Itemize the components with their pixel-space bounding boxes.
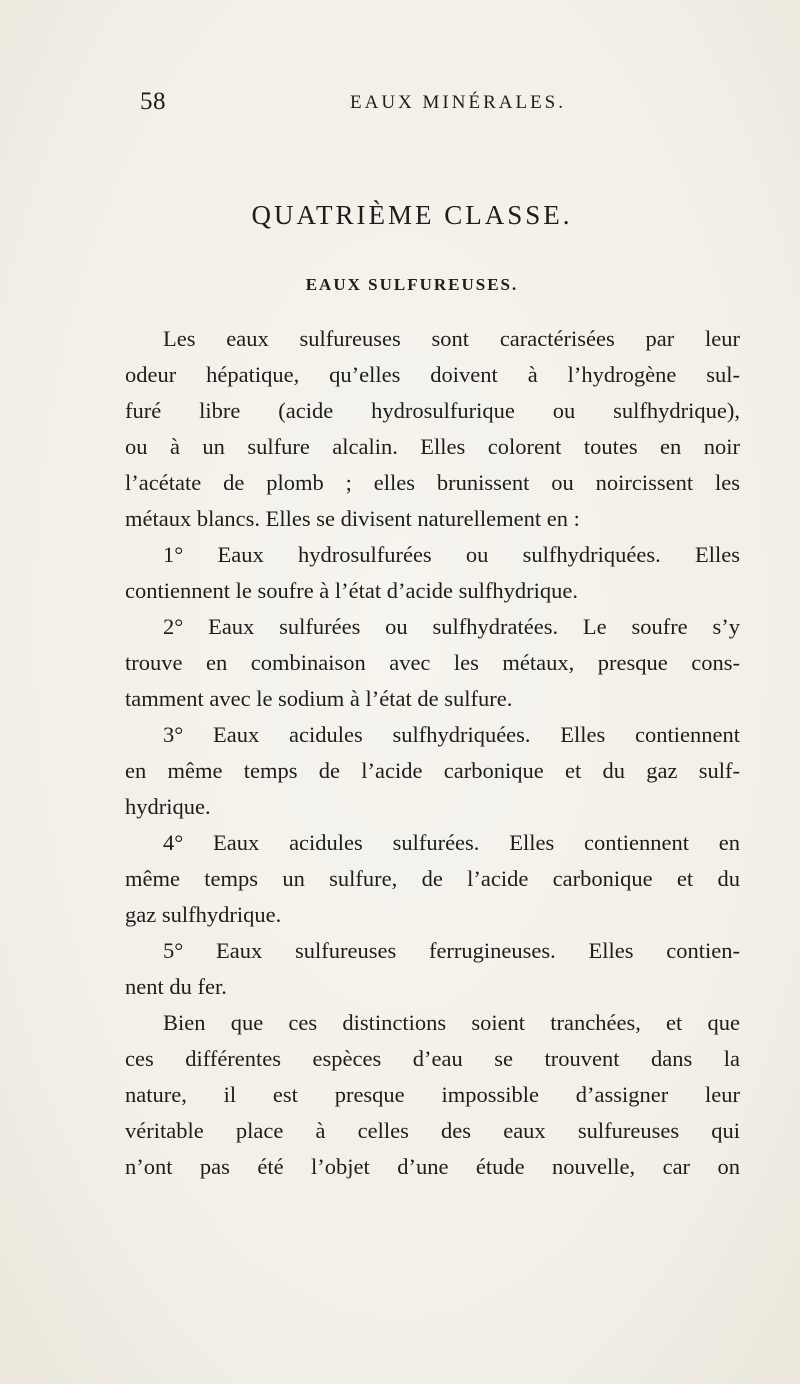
text-line: métaux blancs. Elles se divisent naturellement en : <box>125 506 580 531</box>
text-line: nature, il est presque impossible d’assigner leur <box>125 1082 740 1107</box>
running-title: EAUX MINÉRALES. <box>350 92 566 113</box>
text-line: ou à un sulfure alcalin. Elles colorent toutes en noir <box>125 434 740 459</box>
text-line: nent du fer. <box>125 974 227 999</box>
page-number: 58 <box>140 88 166 115</box>
text-line: hydrique. <box>125 794 211 819</box>
text-line: furé libre (acide hydrosulfurique ou sulfhydrique), <box>125 398 740 423</box>
text-line: trouve en combinaison avec les métaux, presque cons- <box>125 650 740 675</box>
section-title: EAUX SULFUREUSES. <box>305 275 519 294</box>
body-text <box>125 321 740 1185</box>
text-line: l’acétate de plomb ; elles brunissent ou noircissent les <box>125 470 740 495</box>
text-line: gaz sulfhydrique. <box>125 902 282 927</box>
chapter-title: QUATRIÈME CLASSE. <box>251 200 573 230</box>
text-line: même temps un sulfure, de l’acide carbonique et du <box>125 866 740 891</box>
text-line: 2° Eaux sulfurées ou sulfhydratées. Le soufre s’y <box>163 614 740 639</box>
running-head <box>140 88 700 120</box>
text-line: 3° Eaux acidules sulfhydriquées. Elles contiennent <box>163 722 740 747</box>
text-line: véritable place à celles des eaux sulfureuses qui <box>125 1118 740 1143</box>
text-line: ces différentes espèces d’eau se trouvent dans la <box>125 1046 740 1071</box>
text-line: n’ont pas été l’objet d’une étude nouvelle, car on <box>125 1154 740 1179</box>
text-line: odeur hépatique, qu’elles doivent à l’hydrogène sul- <box>125 362 740 387</box>
text-line: Les eaux sulfureuses sont caractérisées par leur <box>163 326 740 351</box>
text-line: contiennent le soufre à l’état d’acide sulfhydrique. <box>125 578 578 603</box>
text-line: en même temps de l’acide carbonique et du gaz sulf- <box>125 758 740 783</box>
text-line: Bien que ces distinctions soient tranchées, et que <box>163 1010 740 1035</box>
text-line: tamment avec le sodium à l’état de sulfure. <box>125 686 513 711</box>
text-line: 5° Eaux sulfureuses ferrugineuses. Elles contien- <box>163 938 740 963</box>
text-line: 1° Eaux hydrosulfurées ou sulfhydriquées. Elles <box>163 542 740 567</box>
text-line: 4° Eaux acidules sulfurées. Elles contiennent en <box>163 830 740 855</box>
